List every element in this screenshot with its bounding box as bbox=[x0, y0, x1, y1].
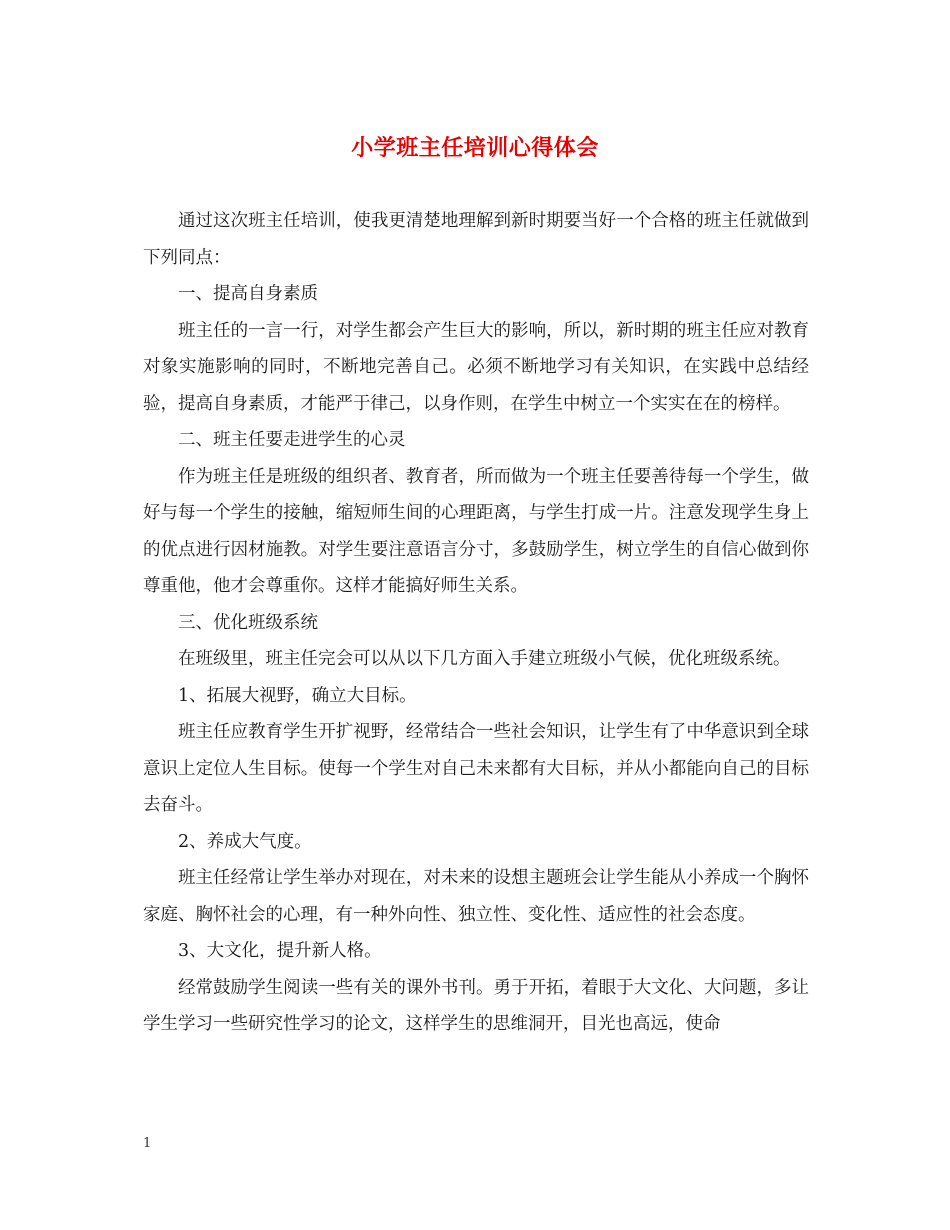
section-heading-1: 一、提高自身素质 bbox=[178, 284, 318, 304]
paragraph-2: 作为班主任是班级的组织者、教育者，所而做为一个班主任要善待每一个学生，做好与每一个学生的接触，缩短师生间的心理距离，与学生打成一片。注意发现学生身上的优点进行因材施教。对学生要注意语言分寸，多鼓励学生，树立学生的自信心做到你尊重他，他才会尊重你。这样才能搞好师生关系。 bbox=[143, 466, 809, 596]
paragraph-3: 在班级里，班主任完会可以从以下几方面入手建立班级小气候，优化班级系统。 bbox=[178, 649, 791, 669]
page-number: 1 bbox=[143, 1136, 152, 1151]
section-heading-2: 二、班主任要走进学生的心灵 bbox=[178, 430, 406, 450]
paragraph-6: 经常鼓励学生阅读一些有关的课外书刊。勇于开拓，着眼于大文化、大问题，多让学生学习一些研究性学习的论文，这样学生的思维洞开，目光也高远，使命 bbox=[143, 977, 809, 1034]
paragraph-4: 班主任应教育学生开扩视野，经常结合一些社会知识，让学生有了中华意识到全球意识上定位人生目标。使每一个学生对自己未来都有大目标，并从小都能向自己的目标去奋斗。 bbox=[143, 722, 809, 815]
paragraph-1: 班主任的一言一行，对学生都会产生巨大的影响，所以，新时期的班主任应对教育对象实施影响的同时，不断地完善自己。必须不断地学习有关知识，在实践中总结经验，提高自身素质，才能严于律己，以身作则，在学生中树立一个实实在在的榜样。 bbox=[143, 320, 809, 414]
paragraph-5: 班主任经常让学生举办对现在，对未来的设想主题班会让学生能从小养成一个胸怀家庭、胸怀社会的心理，有一种外向性、独立性、变化性、适应性的社会态度。 bbox=[143, 868, 809, 925]
subheading-1: 1、拓展大视野，确立大目标。 bbox=[178, 685, 417, 706]
document-title: 小学班主任培训心得体会 bbox=[351, 135, 599, 161]
subheading-2: 2、养成大气度。 bbox=[178, 831, 312, 852]
document-body bbox=[143, 203, 809, 1043]
subheading-3: 3、大文化，提升新人格。 bbox=[178, 941, 382, 961]
section-heading-3: 三、优化班级系统 bbox=[178, 612, 318, 633]
paragraph-intro: 通过这次班主任培训，使我更清楚地理解到新时期要当好一个合格的班主任就做到下列同点： bbox=[143, 211, 809, 268]
